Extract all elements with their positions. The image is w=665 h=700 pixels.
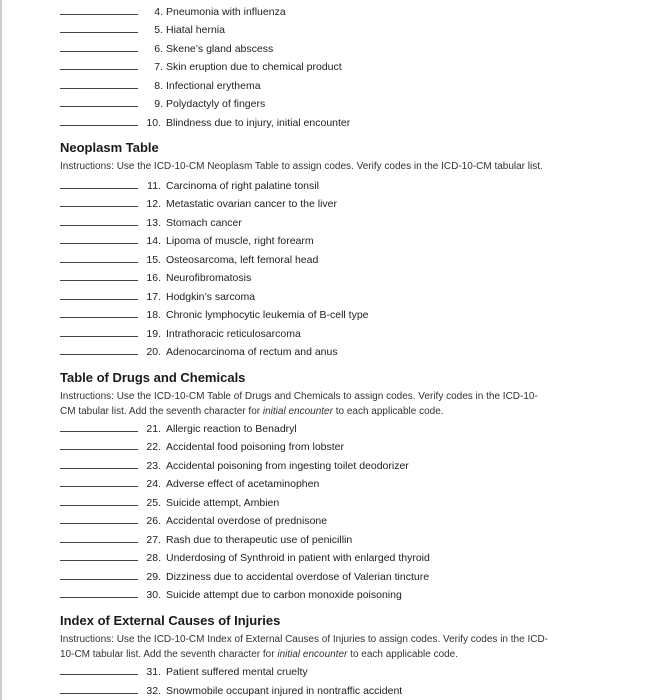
item-text: Rash due to therapeutic use of penicillin (166, 534, 353, 546)
item-text: Carcinoma of right palatine tonsil (166, 180, 319, 192)
item-text: Accidental overdose of prednisone (166, 515, 328, 527)
answer-blank[interactable] (60, 336, 138, 337)
answer-blank[interactable] (60, 299, 138, 300)
list-item (0, 663, 640, 681)
item-number: 11. (147, 180, 161, 192)
answer-blank[interactable] (60, 188, 138, 189)
item-text: Osteosarcoma, left femoral head (166, 254, 319, 266)
answer-blank[interactable] (60, 243, 138, 244)
instructions-emphasis: initial encounter (262, 406, 333, 417)
answer-blank[interactable] (60, 206, 138, 207)
item-number: 13. (146, 217, 161, 229)
item-text: Dizziness due to accidental overdose of Valerian tincture (166, 571, 430, 583)
instructions-text-end: to each applicable code. (347, 649, 459, 660)
answer-blank[interactable] (60, 262, 138, 263)
item-number: 7. (154, 61, 163, 73)
list-item (0, 586, 640, 604)
list-item (0, 549, 640, 567)
item-number: 8. (154, 80, 163, 92)
item-text: Pneumonia with influenza (166, 6, 286, 18)
list-item (0, 40, 640, 58)
list-item (0, 288, 640, 306)
answer-blank[interactable] (60, 523, 138, 524)
item-text: Patient suffered mental cruelty (166, 666, 308, 678)
item-number: 27. (146, 534, 161, 546)
item-text: Blindness due to injury, initial encounter (166, 117, 351, 129)
answer-blank[interactable] (60, 280, 138, 281)
list-item (0, 343, 640, 361)
list-item (0, 438, 640, 456)
list-item (0, 457, 640, 475)
section-heading: Table of Drugs and Chemicals (60, 370, 246, 385)
list-item (0, 494, 640, 512)
list-item (0, 214, 640, 232)
item-number: 22. (146, 441, 161, 453)
answer-blank[interactable] (60, 449, 138, 450)
item-number: 25. (146, 497, 161, 509)
item-number: 18. (146, 309, 161, 321)
list-item (0, 114, 640, 132)
item-text: Allergic reaction to Benadryl (166, 423, 297, 435)
item-text: Snowmobile occupant injured in nontraffic accident (166, 685, 403, 697)
item-number: 31. (146, 666, 161, 678)
list-item (0, 475, 640, 493)
answer-blank[interactable] (60, 693, 138, 694)
item-text: Underdosing of Synthroid in patient with enlarged thyroid (166, 552, 430, 564)
item-text: Lipoma of muscle, right forearm (166, 235, 314, 247)
answer-blank[interactable] (60, 674, 138, 675)
item-text: Skin eruption due to chemical product (166, 61, 342, 73)
item-text: Hiatal hernia (166, 24, 225, 36)
item-number: 14. (146, 235, 161, 247)
answer-blank[interactable] (60, 542, 138, 543)
item-text: Neurofibromatosis (166, 272, 252, 284)
list-item (0, 195, 640, 213)
item-number: 4. (154, 6, 163, 18)
item-number: 21. (146, 423, 161, 435)
item-text: Skene’s gland abscess (166, 43, 274, 55)
answer-blank[interactable] (60, 597, 138, 598)
list-item (0, 95, 640, 113)
list-item (0, 251, 640, 269)
section-instructions (60, 632, 560, 662)
list-item (0, 420, 640, 438)
list-item (0, 232, 640, 250)
answer-blank[interactable] (60, 88, 138, 89)
list-item (0, 306, 640, 324)
instructions-text-end: to each applicable code. (332, 406, 444, 417)
item-number: 24. (146, 478, 161, 490)
section-instructions (60, 389, 540, 419)
item-text: Adenocarcinoma of rectum and anus (166, 346, 338, 358)
item-number: 5. (154, 24, 163, 36)
answer-blank[interactable] (60, 560, 138, 561)
answer-blank[interactable] (60, 317, 138, 318)
item-number: 12. (146, 198, 161, 210)
item-text: Hodgkin’s sarcoma (166, 291, 256, 303)
item-number: 28. (146, 552, 161, 564)
item-text: Suicide attempt, Ambien (166, 497, 280, 509)
answer-blank[interactable] (60, 125, 138, 126)
item-number: 16. (146, 272, 161, 284)
item-number: 19. (146, 328, 161, 340)
item-text: Intrathoracic reticulosarcoma (166, 328, 301, 340)
item-number: 23. (146, 460, 161, 472)
item-number: 17. (146, 291, 161, 303)
item-number: 10. (146, 117, 161, 129)
item-number: 30. (146, 589, 161, 601)
list-item (0, 512, 640, 530)
answer-blank[interactable] (60, 354, 138, 355)
item-number: 15. (146, 254, 161, 266)
answer-blank[interactable] (60, 69, 138, 70)
instructions-text: Instructions: Use the ICD-10-CM Index of External Causes of Injuries to assign codes. Verify codes in the ICD-10-CM tabular list. Add the seventh character for (60, 634, 548, 660)
item-text: Chronic lymphocytic leukemia of B-cell type (166, 309, 369, 321)
item-text: Metastatic ovarian cancer to the liver (166, 198, 337, 210)
answer-blank[interactable] (60, 14, 138, 15)
list-item (0, 3, 640, 21)
section-instructions: Instructions: Use the ICD-10-CM Neoplasm Table to assign codes. Verify codes in the ICD-10-CM tabular list. (60, 161, 543, 172)
section-heading: Neoplasm Table (60, 140, 159, 155)
list-item (0, 568, 640, 586)
item-number: 32. (146, 685, 161, 697)
item-text: Accidental food poisoning from lobster (166, 441, 345, 453)
list-item (0, 177, 640, 195)
item-text: Polydactyly of fingers (166, 98, 266, 110)
item-text: Adverse effect of acetaminophen (166, 478, 320, 490)
instructions-text: Instructions: Use the ICD-10-CM Table of Drugs and Chemicals to assign codes. Verify codes in the ICD-10-CM tabular list. Add the seventh character for (60, 391, 538, 417)
item-number: 6. (154, 43, 163, 55)
answer-blank[interactable] (60, 486, 138, 487)
section-heading: Index of External Causes of Injuries (60, 613, 281, 628)
list-item (0, 325, 640, 343)
instructions-emphasis: initial encounter (277, 649, 348, 660)
item-text: Suicide attempt due to carbon monoxide poisoning (166, 589, 402, 601)
answer-blank[interactable] (60, 51, 138, 52)
answer-blank[interactable] (60, 468, 138, 469)
list-item (0, 531, 640, 549)
item-text: Stomach cancer (166, 217, 242, 229)
item-number: 26. (146, 515, 161, 527)
item-number: 29. (146, 571, 161, 583)
list-item (0, 269, 640, 287)
answer-blank[interactable] (60, 32, 138, 33)
list-item (0, 77, 640, 95)
answer-blank[interactable] (60, 505, 138, 506)
answer-blank[interactable] (60, 579, 138, 580)
answer-blank[interactable] (60, 106, 138, 107)
item-text: Infectional erythema (166, 80, 261, 92)
answer-blank[interactable] (60, 431, 138, 432)
list-item (0, 682, 640, 700)
item-text: Accidental poisoning from ingesting toilet deodorizer (166, 460, 409, 472)
item-number: 20. (146, 346, 161, 358)
item-number: 9. (154, 98, 163, 110)
answer-blank[interactable] (60, 225, 138, 226)
list-item (0, 21, 640, 39)
list-item (0, 58, 640, 76)
